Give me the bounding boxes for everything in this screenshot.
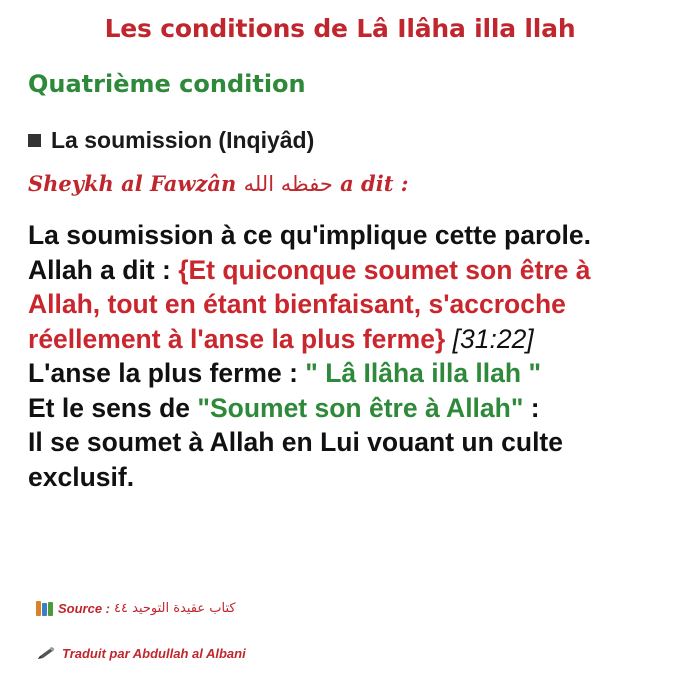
quran-reference: [31:22] xyxy=(452,323,534,354)
source-line xyxy=(36,601,236,616)
quran-quote: {Et quiconque soumet son être à Allah, tout en étant bienfaisant, s'accroche réellement à l'anse la plus ferme} xyxy=(28,254,591,354)
sens-label: Et le sens de xyxy=(28,392,198,423)
sheykh-name: Sheykh al Fawzân xyxy=(28,171,237,196)
translator-credit: Traduit par Abdullah al Albani xyxy=(62,646,246,661)
source-label: Source : xyxy=(58,601,111,616)
anse-value: " Lâ Ilâha illa llah " xyxy=(305,358,542,388)
allah-said-label: Allah a dit : xyxy=(28,254,179,285)
books-icon xyxy=(36,601,54,616)
sheykh-said: a dit : xyxy=(340,171,409,196)
anse-label: L'anse la plus ferme : xyxy=(28,358,306,388)
source-text: كتاب عقيدة التوحيد ٤٤ xyxy=(114,601,236,616)
section-heading-text: La soumission (Inqiyâd) xyxy=(51,127,315,153)
page-title: Les conditions de Lâ Ilâha illa llah xyxy=(104,14,576,43)
paragraph-intro: La soumission à ce qu'implique cette parole. xyxy=(28,220,591,250)
sens-value: "Soumet son être à Allah" xyxy=(197,392,524,423)
condition-heading: Quatrième condition xyxy=(28,70,306,98)
sheykh-arabic-invocation: حفظه الله xyxy=(243,172,333,196)
pen-icon xyxy=(36,647,56,661)
translator-line xyxy=(36,646,246,661)
main-paragraph xyxy=(28,218,658,494)
black-square-icon xyxy=(28,134,41,147)
paragraph-conclusion: Il se soumet à Allah en Lui vouant un culte exclusif. xyxy=(28,427,563,492)
sens-suffix: : xyxy=(523,392,540,423)
sheykh-attribution xyxy=(28,171,408,196)
section-heading xyxy=(28,127,314,154)
